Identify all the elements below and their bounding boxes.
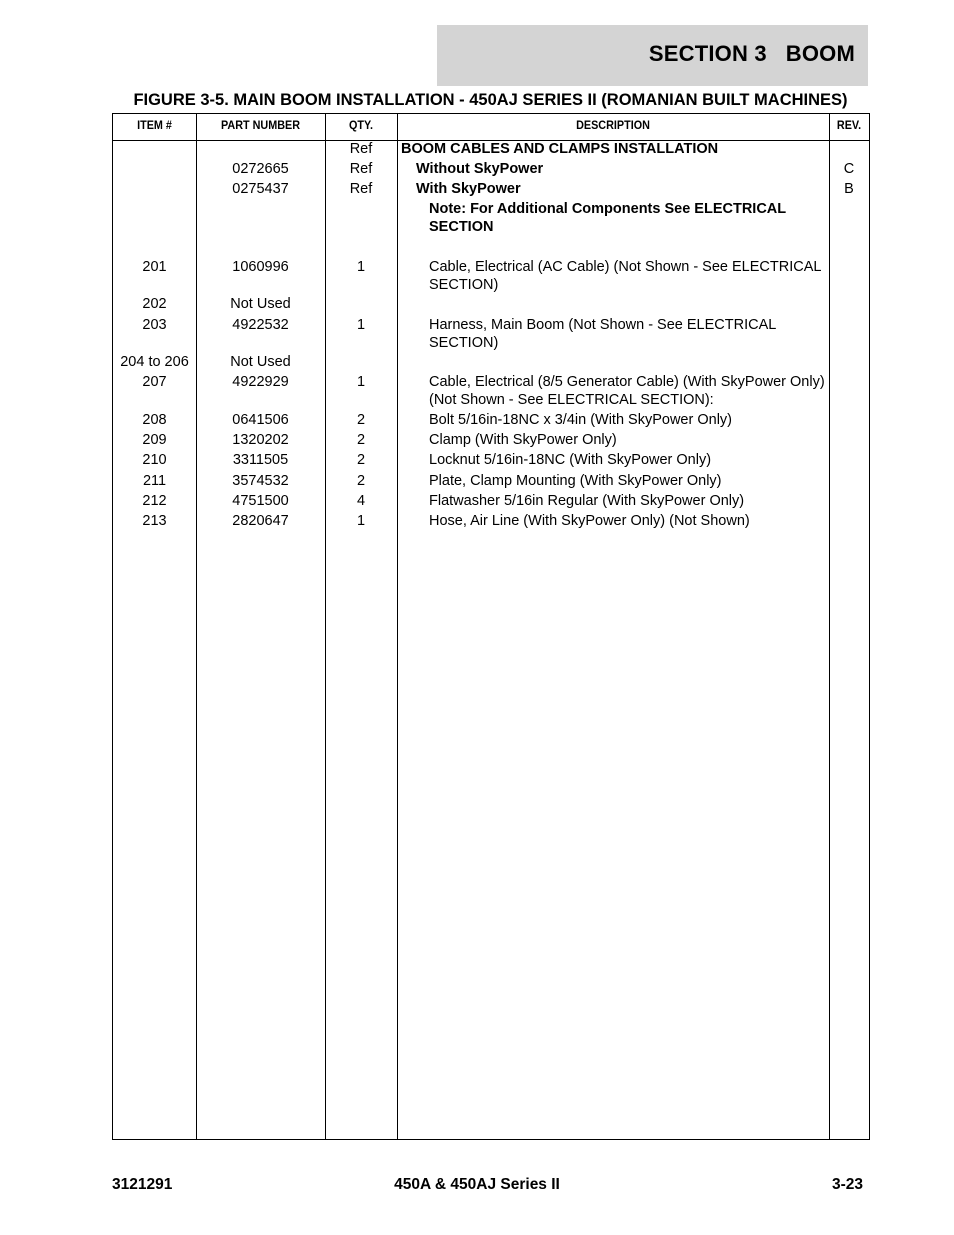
qty-cell: 2	[356, 452, 366, 468]
part-number-cell: Not Used	[230, 354, 291, 370]
part-number-cell: 0275437	[232, 181, 289, 197]
description-cell: Plate, Clamp Mounting (With SkyPower Only)	[429, 473, 722, 489]
item-cell: 211	[142, 473, 167, 489]
qty-cell: 1	[356, 259, 366, 275]
rev-cell: C	[843, 161, 855, 177]
part-number-cell: 2820647	[232, 513, 289, 529]
description-cell: Hose, Air Line (With SkyPower Only) (Not Shown)	[429, 513, 750, 529]
header-qty: QTY.	[348, 118, 373, 132]
item-cell: 213	[142, 513, 167, 529]
qty-cell: 1	[356, 513, 366, 529]
description-cell: Clamp (With SkyPower Only)	[429, 432, 617, 448]
description-cell: Cable, Electrical (AC Cable) (Not Shown - See ELECTRICAL SECTION)	[429, 259, 821, 293]
part-number-cell: 1060996	[232, 259, 289, 275]
item-cell: 203	[142, 317, 167, 333]
header-item: ITEM #	[137, 118, 172, 132]
qty-cell: Ref	[349, 181, 373, 197]
part-number-cell: 4922532	[232, 317, 289, 333]
column-divider	[829, 114, 830, 1139]
parts-table	[112, 113, 870, 1140]
description-cell: Bolt 5/16in-18NC x 3/4in (With SkyPower Only)	[429, 412, 732, 428]
note-cell: Note: For Additional Components See ELECTRICAL SECTION	[429, 201, 786, 235]
description-cell: Harness, Main Boom (Not Shown - See ELECTRICAL SECTION)	[429, 317, 776, 351]
part-number-cell: 0641506	[232, 412, 289, 428]
qty-cell: 1	[356, 317, 366, 333]
part-number-cell: 4751500	[232, 493, 289, 509]
rev-cell: B	[844, 181, 854, 197]
header-rev: REV.	[836, 118, 862, 132]
header-description: DESCRIPTION	[576, 118, 650, 132]
column-divider	[397, 114, 398, 1139]
qty-cell: 4	[356, 493, 366, 509]
qty-cell: 1	[356, 374, 366, 390]
header-part-number: PART NUMBER	[220, 118, 301, 132]
item-cell: 201	[142, 259, 167, 275]
part-number-cell: 0272665	[232, 161, 289, 177]
part-number-cell: 1320202	[232, 432, 289, 448]
footer-model: 450A & 450AJ Series II	[394, 1176, 560, 1193]
section-title: SECTION 3 BOOM	[648, 41, 855, 66]
qty-cell: 2	[356, 432, 366, 448]
part-number-cell: 4922929	[232, 374, 289, 390]
description-cell: With SkyPower	[416, 181, 521, 197]
part-number-cell: 3574532	[232, 473, 289, 489]
item-cell: 207	[142, 374, 167, 390]
qty-cell: 2	[356, 412, 366, 428]
part-number-cell: 3311505	[232, 452, 289, 468]
description-cell: Locknut 5/16in-18NC (With SkyPower Only)	[429, 452, 712, 468]
description-cell: Cable, Electrical (8/5 Generator Cable) (With SkyPower Only) (Not Shown - See ELECTRICAL SECTION):	[429, 374, 825, 408]
item-cell: 210	[142, 452, 167, 468]
item-cell: 209	[142, 432, 167, 448]
item-cell: 204 to 206	[120, 354, 189, 370]
description-cell: Flatwasher 5/16in Regular (With SkyPower Only)	[429, 493, 745, 509]
item-cell: 208	[142, 412, 167, 428]
qty-cell: 2	[356, 473, 366, 489]
figure-title: FIGURE 3-5. MAIN BOOM INSTALLATION - 450AJ SERIES II (ROMANIAN BUILT MACHINES)	[133, 91, 848, 109]
description-cell: Without SkyPower	[416, 161, 544, 177]
qty-cell: Ref	[349, 141, 373, 157]
item-cell: 202	[142, 296, 167, 312]
footer-doc-number: 3121291	[112, 1176, 173, 1193]
qty-cell: Ref	[349, 161, 373, 177]
description-cell: BOOM CABLES AND CLAMPS INSTALLATION	[401, 141, 719, 157]
item-cell: 212	[142, 493, 167, 509]
section-header-band	[437, 25, 868, 86]
footer-page-number: 3-23	[831, 1176, 863, 1193]
part-number-cell: Not Used	[230, 296, 291, 312]
